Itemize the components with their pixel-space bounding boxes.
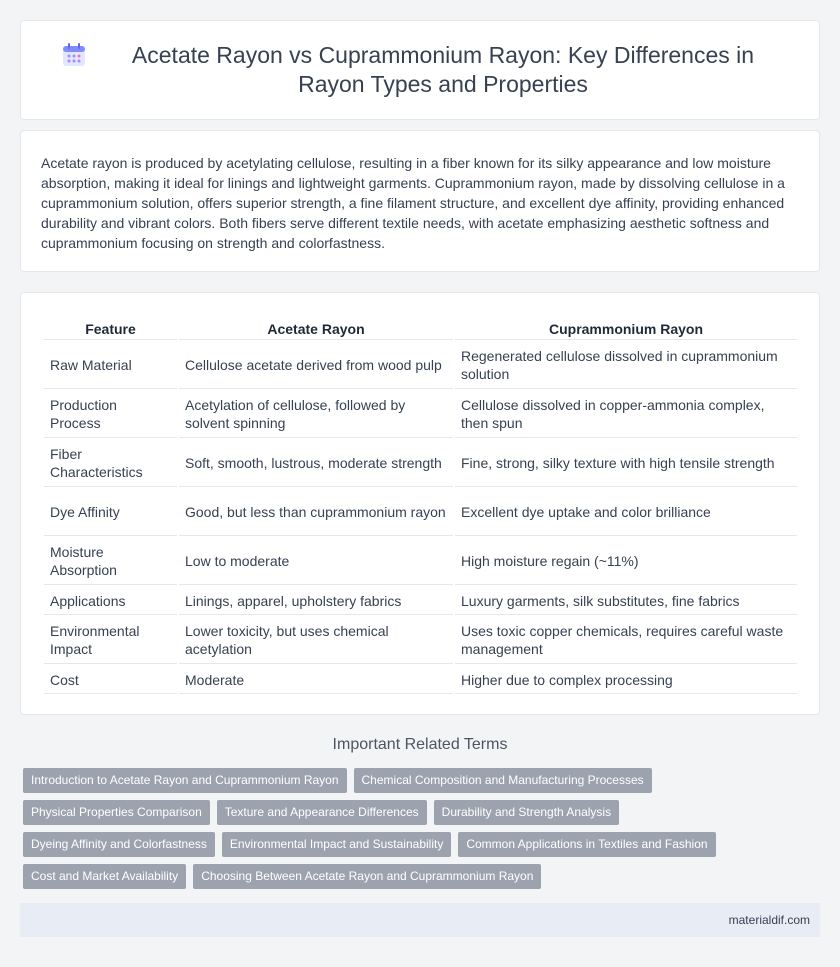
cell-acetate: Low to moderate [179,538,453,585]
related-term-tag[interactable]: Texture and Appearance Differences [217,800,427,825]
table-header-row [44,313,797,340]
header-acetate: Acetate Rayon [179,313,453,340]
table-row [44,587,797,615]
page-title: Acetate Rayon vs Cuprammonium Rayon: Key Differences in Rayon Types and Properties [131,42,755,97]
comparison-table-card [20,292,820,715]
cell-feature: Cost [44,666,177,694]
related-term-tag[interactable]: Chemical Composition and Manufacturing Processes [354,768,652,793]
cell-cuprammonium: Uses toxic copper chemicals, requires careful waste management [455,617,797,664]
cell-acetate: Cellulose acetate derived from wood pulp [179,342,453,389]
footer [20,903,820,937]
cell-cuprammonium: Higher due to complex processing [455,666,797,694]
cell-feature: Fiber Characteristics [44,440,177,487]
table-row [44,440,797,487]
intro-text: Acetate rayon is produced by acetylating cellulose, resulting in a fiber known for its silky appearance and low moisture absorption, making it ideal for linings and lightweight garments. Cuprammonium rayon, made by dissolving cellulose in a cuprammonium solution, offers superior strength, a fine filament structure, and excellent dye affinity, providing enhanced durability and vibrant colors. Both fibers serve different textile needs, with acetate emphasizing aesthetic softness and cuprammonium focusing on strength and colorfastness. [41,155,785,251]
related-terms-title: Important Related Terms [332,736,508,753]
calendar-icon [61,42,87,68]
related-term-tag[interactable]: Environmental Impact and Sustainability [222,832,451,857]
cell-feature: Environmental Impact [44,617,177,664]
cell-cuprammonium: High moisture regain (~11%) [455,538,797,585]
related-term-tag[interactable]: Introduction to Acetate Rayon and Cuprammonium Rayon [23,768,347,793]
header-cuprammonium: Cuprammonium Rayon [455,313,797,340]
cell-cuprammonium: Luxury garments, silk substitutes, fine fabrics [455,587,797,615]
related-term-tag[interactable]: Cost and Market Availability [23,864,186,889]
related-term-tag[interactable]: Choosing Between Acetate Rayon and Cuprammonium Rayon [193,864,541,889]
cell-acetate: Linings, apparel, upholstery fabrics [179,587,453,615]
header-card [20,20,820,120]
cell-acetate: Lower toxicity, but uses chemical acetylation [179,617,453,664]
table-row [44,489,797,536]
intro-card [20,130,820,272]
cell-cuprammonium: Fine, strong, silky texture with high tensile strength [455,440,797,487]
table-row [44,666,797,694]
cell-feature: Dye Affinity [44,489,177,536]
cell-feature: Raw Material [44,342,177,389]
cell-cuprammonium: Regenerated cellulose dissolved in cuprammonium solution [455,342,797,389]
cell-feature: Moisture Absorption [44,538,177,585]
related-term-tag[interactable]: Durability and Strength Analysis [434,800,619,825]
table-row [44,538,797,585]
cell-cuprammonium: Cellulose dissolved in copper-ammonia complex, then spun [455,391,797,438]
related-terms-list [23,768,823,896]
cell-feature: Production Process [44,391,177,438]
cell-acetate: Moderate [179,666,453,694]
related-term-tag[interactable]: Physical Properties Comparison [23,800,210,825]
table-row [44,617,797,664]
related-term-tag[interactable]: Common Applications in Textiles and Fashion [458,832,715,857]
table-row [44,342,797,389]
footer-site[interactable]: materialdif.com [728,913,810,927]
cell-acetate: Soft, smooth, lustrous, moderate strength [179,440,453,487]
related-term-tag[interactable]: Dyeing Affinity and Colorfastness [23,832,215,857]
cell-cuprammonium: Excellent dye uptake and color brilliance [455,489,797,536]
comparison-table [42,311,799,696]
header-feature: Feature [44,313,177,340]
cell-acetate: Good, but less than cuprammonium rayon [179,489,453,536]
cell-feature: Applications [44,587,177,615]
table-row [44,391,797,438]
cell-acetate: Acetylation of cellulose, followed by solvent spinning [179,391,453,438]
